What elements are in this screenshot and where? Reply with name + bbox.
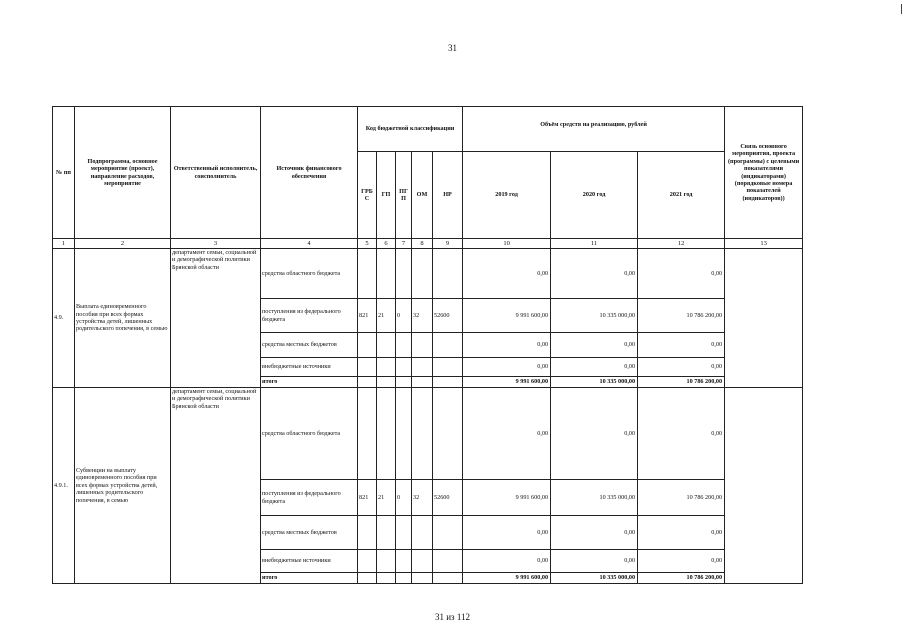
row-pgp: 0 xyxy=(396,299,412,333)
row-num: 4.9. xyxy=(53,249,75,388)
header-code-group: Код бюджетной классификации xyxy=(358,107,463,152)
row-2020: 10 335 000,00 xyxy=(551,299,638,333)
row-source: средства местных бюджетов xyxy=(261,516,358,550)
row-grbs xyxy=(358,333,377,358)
row-om xyxy=(412,550,433,573)
row-name: Субвенции на выплату единовременного пособия при всех формах устройства детей, лишенных родительского попечения, в семью xyxy=(75,388,171,584)
header-2020: 2020 год xyxy=(551,152,638,239)
row-gp xyxy=(377,249,396,299)
total-2019: 9 991 600,00 xyxy=(463,377,551,388)
col-number: 4 xyxy=(261,239,358,249)
row-2020: 0,00 xyxy=(551,550,638,573)
row-2019: 9 991 600,00 xyxy=(463,480,551,516)
row-grbs: 821 xyxy=(358,299,377,333)
header-link: Связь основного мероприятия, проекта (программы) с целевыми показателями (индикаторами) (порядковые номера показателей (индикаторов)) xyxy=(725,107,803,239)
row-grbs xyxy=(358,358,377,377)
row-np xyxy=(433,550,463,573)
row-np: 52600 xyxy=(433,299,463,333)
header-name: Подпрограмма, основное мероприятие (проект), направление расходов, мероприятие xyxy=(75,107,171,239)
page-number-top: 31 xyxy=(448,43,457,53)
row-2021: 0,00 xyxy=(638,358,725,377)
col-number: 10 xyxy=(463,239,551,249)
row-2020: 0,00 xyxy=(551,388,638,480)
row-gp xyxy=(377,333,396,358)
row-2019: 0,00 xyxy=(463,516,551,550)
row-pgp xyxy=(396,550,412,573)
row-grbs xyxy=(358,249,377,299)
row-om xyxy=(412,516,433,550)
header-grbs: ГРБ С xyxy=(358,152,377,239)
row-source: средства областного бюджета xyxy=(261,249,358,299)
col-number: 8 xyxy=(412,239,433,249)
header-pgp: ПГ П xyxy=(396,152,412,239)
row-2021: 0,00 xyxy=(638,388,725,480)
row-link xyxy=(725,249,803,388)
row-2021: 0,00 xyxy=(638,249,725,299)
total-2021: 10 786 200,00 xyxy=(638,573,725,584)
row-2019: 0,00 xyxy=(463,333,551,358)
header-np: НР xyxy=(433,152,463,239)
table-row xyxy=(53,388,803,480)
row-executor: департамент семьи, социальной и демографической политики Брянской области xyxy=(171,249,261,388)
col-number: 9 xyxy=(433,239,463,249)
row-gp xyxy=(377,358,396,377)
header-num: № пп xyxy=(53,107,75,239)
row-gp: 21 xyxy=(377,480,396,516)
total-2021: 10 786 200,00 xyxy=(638,377,725,388)
total-2020: 10 335 000,00 xyxy=(551,573,638,584)
row-np xyxy=(433,358,463,377)
row-grbs xyxy=(358,388,377,480)
row-2021: 10 786 200,00 xyxy=(638,480,725,516)
row-om: 32 xyxy=(412,480,433,516)
header-2019: 2019 год xyxy=(463,152,551,239)
col-number: 13 xyxy=(725,239,803,249)
row-2021: 10 786 200,00 xyxy=(638,299,725,333)
col-number: 5 xyxy=(358,239,377,249)
row-gp xyxy=(377,550,396,573)
row-gp xyxy=(377,516,396,550)
row-grbs xyxy=(358,516,377,550)
row-source: средства местных бюджетов xyxy=(261,333,358,358)
page-number-bottom: 31 из 112 xyxy=(434,612,471,622)
row-np xyxy=(433,388,463,480)
row-source: внебюджетные источники xyxy=(261,550,358,573)
row-om xyxy=(412,388,433,480)
total-label: итого xyxy=(261,377,358,388)
row-pgp xyxy=(396,333,412,358)
row-grbs xyxy=(358,550,377,573)
row-np xyxy=(433,333,463,358)
row-2020: 0,00 xyxy=(551,516,638,550)
row-link xyxy=(725,388,803,584)
row-pgp xyxy=(396,358,412,377)
row-source: средства областного бюджета xyxy=(261,388,358,480)
column-number-row xyxy=(53,239,803,249)
row-np: 52600 xyxy=(433,480,463,516)
header-2021: 2021 год xyxy=(638,152,725,239)
row-gp: 21 xyxy=(377,299,396,333)
row-pgp xyxy=(396,249,412,299)
col-number: 2 xyxy=(75,239,171,249)
row-grbs: 821 xyxy=(358,480,377,516)
row-num: 4.9.1. xyxy=(53,388,75,584)
budget-table xyxy=(52,106,803,584)
row-2020: 0,00 xyxy=(551,358,638,377)
scan-edge-mark xyxy=(901,4,902,14)
row-2019: 0,00 xyxy=(463,550,551,573)
header-volume-group: Объём средств на реализацию, рублей xyxy=(463,107,725,152)
row-2020: 10 335 000,00 xyxy=(551,480,638,516)
row-2021: 0,00 xyxy=(638,333,725,358)
row-om xyxy=(412,249,433,299)
row-2019: 0,00 xyxy=(463,388,551,480)
row-2021: 0,00 xyxy=(638,550,725,573)
row-source: поступления из федерального бюджета xyxy=(261,299,358,333)
col-number: 1 xyxy=(53,239,75,249)
row-om: 32 xyxy=(412,299,433,333)
col-number: 7 xyxy=(396,239,412,249)
col-number: 11 xyxy=(551,239,638,249)
row-name: Выплата единовременного пособия при всех формах устройства детей, лишенных родительского попечения, в семью xyxy=(75,249,171,388)
row-om xyxy=(412,358,433,377)
header-om: ОМ xyxy=(412,152,433,239)
col-number: 3 xyxy=(171,239,261,249)
row-pgp xyxy=(396,388,412,480)
row-2020: 0,00 xyxy=(551,333,638,358)
header-source: Источник финансового обеспечения xyxy=(261,107,358,239)
row-source: поступления из федерального бюджета xyxy=(261,480,358,516)
row-om xyxy=(412,333,433,358)
total-label: итого xyxy=(261,573,358,584)
row-source: внебюджетные источники xyxy=(261,358,358,377)
row-np xyxy=(433,249,463,299)
row-2020: 0,00 xyxy=(551,249,638,299)
total-2019: 9 991 600,00 xyxy=(463,573,551,584)
row-2019: 9 991 600,00 xyxy=(463,299,551,333)
header-executor: Ответственный исполнитель, соисполнитель xyxy=(171,107,261,239)
header-gp: ГП xyxy=(377,152,396,239)
total-2020: 10 335 000,00 xyxy=(551,377,638,388)
row-2019: 0,00 xyxy=(463,358,551,377)
row-executor: департамент семьи, социальной и демографической политики Брянской области xyxy=(171,388,261,584)
table-row xyxy=(53,249,803,299)
row-2019: 0,00 xyxy=(463,249,551,299)
row-gp xyxy=(377,388,396,480)
row-np xyxy=(433,516,463,550)
col-number: 6 xyxy=(377,239,396,249)
col-number: 12 xyxy=(638,239,725,249)
row-pgp: 0 xyxy=(396,480,412,516)
row-2021: 0,00 xyxy=(638,516,725,550)
row-pgp xyxy=(396,516,412,550)
